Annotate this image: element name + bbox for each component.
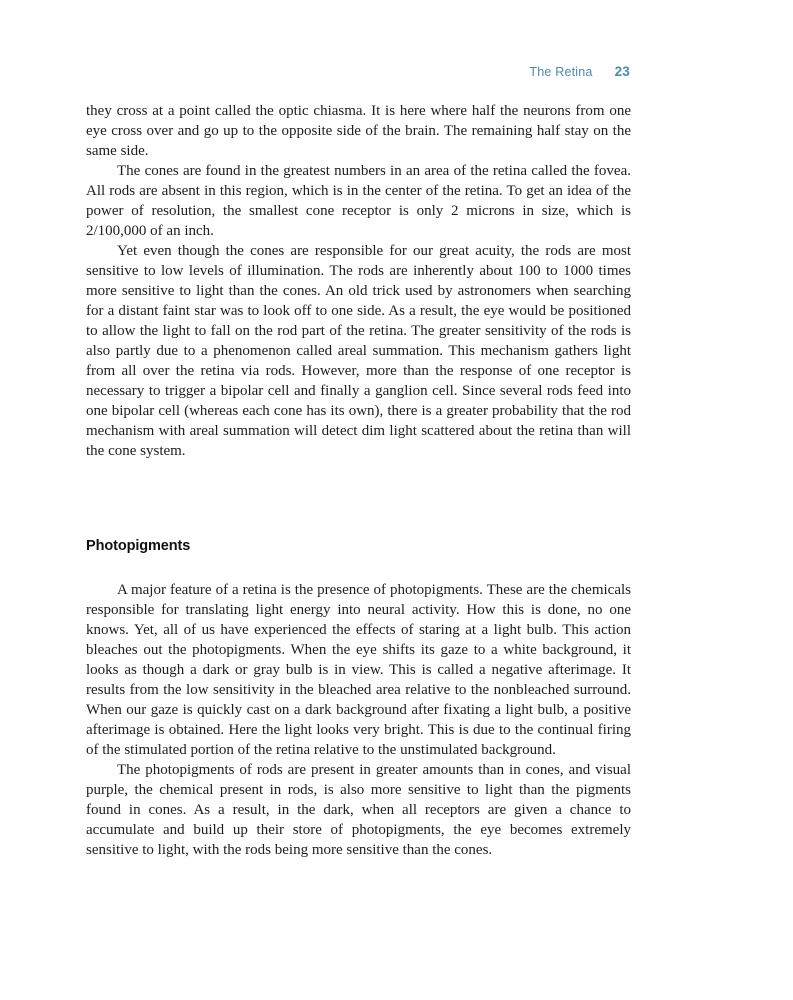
paragraph-continuation: they cross at a point called the optic chiasma. It is here where half the neurons from one eye cross over and go up to the opposite side of the brain. The remaining half stay on the same side. — [86, 103, 631, 159]
body-text-block-top — [86, 101, 631, 461]
paragraph-afterimage: A major feature of a retina is the presence of photopigments. These are the chemicals responsible for translating light energy into neural activity. How this is done, no one knows. Yet, all of us have experienced the effects of staring at a light bulb. This action bleaches out the photopigments. When the eye shifts its gaze to a white background, it looks as though a dark or gray bulb is in view. This is called a negative afterimage. It results from the low sensitivity in the bleached area relative to the nonbleached surround. When our gaze is quickly cast on a dark background after fixating a light bulb, a positive afterimage is obtained. Here the light looks very bright. This is due to the continual firing of the stimulated portion of the retina relative to the unstimulated background. — [86, 582, 631, 758]
section-heading: Photopigments — [86, 538, 191, 554]
running-head-title: The Retina — [529, 65, 593, 79]
running-head — [529, 64, 630, 79]
paragraph-rod-sensitivity: Yet even though the cones are responsible for our great acuity, the rods are most sensitive to low levels of illumination. The rods are inherently about 100 to 1000 times more sensitive to light than the cones. An old trick used by astronomers when searching for a distant faint star was to look off to one side. As a result, the eye would be positioned to allow the light to fall on the rod part of the retina. The greater sensitivity of the rods is also partly due to a phenomenon called areal summation. This mechanism gathers light from all over the retina via rods. However, more than the response of one receptor is necessary to trigger a bipolar cell and finally a ganglion cell. Since several rods feed into one bipolar cell (whereas each cone has its own), there is a greater probability that the rod mechanism with areal summation will detect dim light scattered about the retina than will the cone system. — [86, 243, 631, 459]
paragraph-fovea: The cones are found in the greatest numbers in an area of the retina called the fovea. All rods are absent in this region, which is in the center of the retina. To get an idea of the power of resolution, the smallest cone receptor is only 2 microns in size, which is 2/100,000 of an inch. — [86, 163, 631, 239]
body-text-block-bottom — [86, 580, 631, 860]
page-number: 23 — [614, 64, 630, 79]
paragraph-visual-purple: The photopigments of rods are present in greater amounts than in cones, and visual purple, the chemical present in rods, is also more sensitive to light than the pigments found in cones. As a result, in the dark, when all receptors are given a chance to accumulate and build up their store of photopigments, the eye becomes extremely sensitive to light, with the rods being more sensitive than the cones. — [86, 762, 631, 858]
